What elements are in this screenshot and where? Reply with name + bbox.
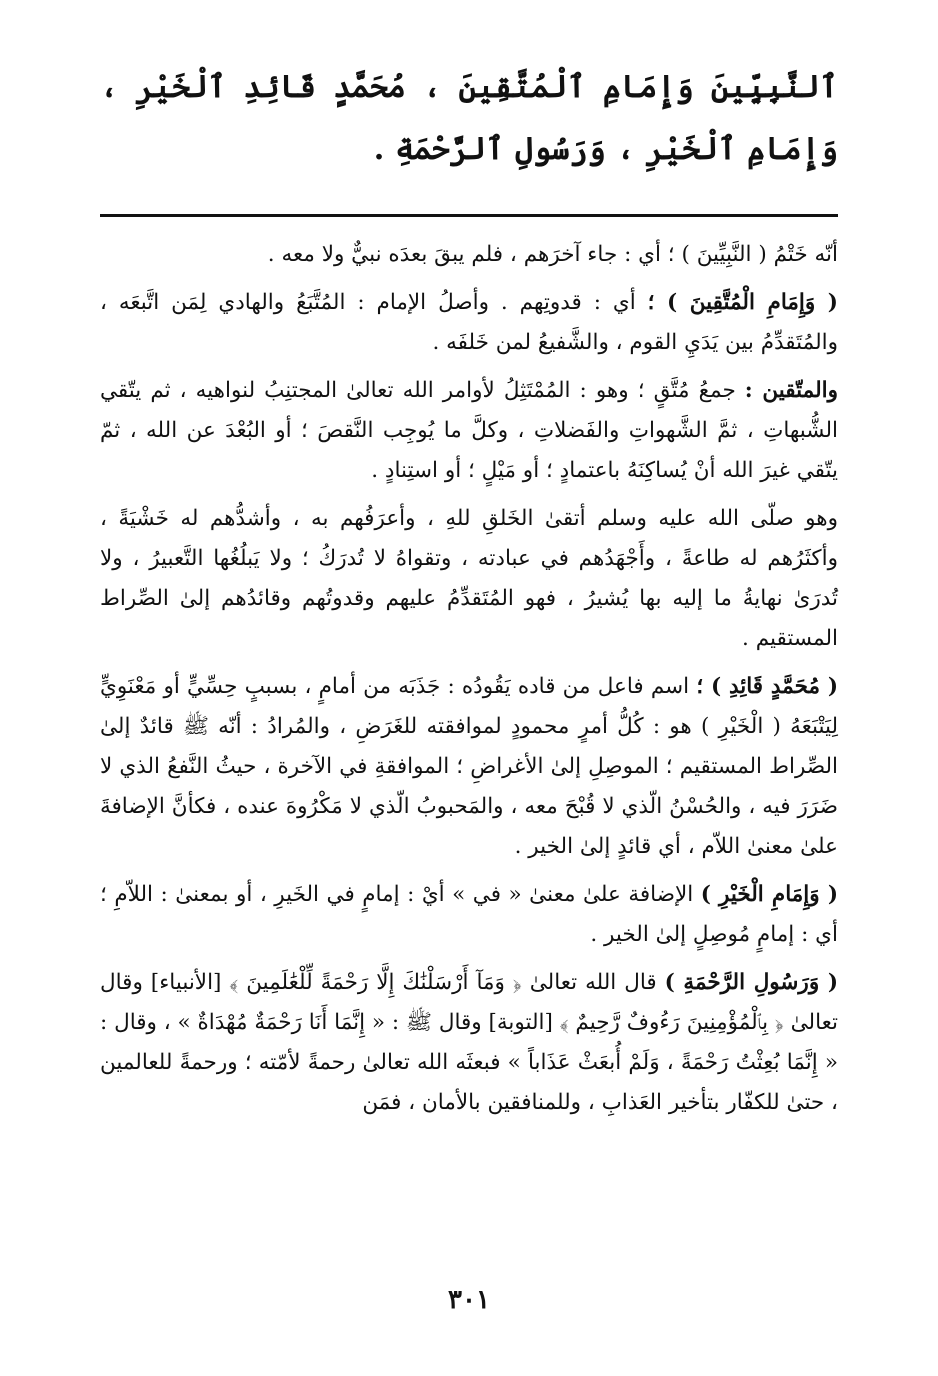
paragraph [100,371,838,491]
paragraph-body: وهو صلّى الله عليه وسلم أتقىٰ الخَلقِ للهِ ، وأعرَفُهم به ، وأشدُّهم له خَشْيَةً ، وأكثَرُهم له طاعةً ، وأَجْهَدُهم في عبادته ، وتقواهُ لا تُدرَكُ ؛ ولا يَبلُغُها التَّعبيرُ ، ولا تُدرَىٰ نهايةُ ما إليه بها يُشيرُ ، فهو المُتَقدِّمُ عليهم وقدوتُهم وقائدُهم إلىٰ الصِّراط المستقيم . [100,506,838,651]
paragraph-body: جمعُ مُتَّقٍ ؛ وهو : المُمْتَثِلُ لأوامر الله تعالىٰ المجتنِبُ لنواهيه ، ثم يتّقي الشُّبهاتِ ، ثمَّ الشَّهواتِ والفَضلاتِ ، وكلَّ ما يُوجِب النَّقصَ ؛ أو البُعْدَ عن الله ، ثمّ يتّقي غيرَ الله أنْ يُساكِنَهُ باعتمادٍ ؛ أو مَيْلٍ ؛ أو استِنادٍ . [100,378,838,483]
paragraph-head: والمتّقين : [744,378,838,403]
paragraph-head: ( مُحَمَّدٍ قَائِدِ ) ؛ [696,674,838,699]
document-page [100,56,838,1336]
paragraph [100,963,838,1123]
paragraph [100,499,838,659]
paragraph [100,875,838,955]
paragraph [100,667,838,867]
paragraph-body: اسم فاعل من قاده يَقُودُه : جَذَبَه من أمامٍ ، بسببٍ حِسِّيٍّ أو مَعْنَوِيٍّ لِيَتْبَعَهُ ( الْخَيْرِ ) هو : كُلُّ أمرٍ محمودٍ لموافقته للغَرَضِ ، والمُرادُ : أنّه ﷺ قائدٌ إلىٰ الصِّراط المستقيم ؛ الموصِلِ إلىٰ الأغراضِ ؛ الموافقةِ في الآخرة ، حيثُ النَّفعُ الذي لا ضَرَرَ فيه ، والحُسْنُ الّذي لا قُبْحَ معه ، والمَحبوبُ الّذي لا مَكْرُوهَ عنده ، فكأنَّ الإضافةَ علىٰ معنىٰ اللاّم ، أي قائدٍ إلىٰ الخير . [100,674,838,859]
paragraph-head: ( وَرَسُولِ الرَّحْمَةِ ) [664,970,838,995]
main-text: ٱلنَّبِيِّينَ وَإِمَامِ ٱلْمُتَّقِينَ ، مُحَمَّدٍ قَائِدِ ٱلْخَيْرِ ، وَإِمَامِ ٱلْخَيْرِ ، وَرَسُولِ ٱلرَّحْمَةِ . [100,69,838,167]
commentary [100,235,838,1123]
paragraph-body: أنّه خَتْمُ ( النَّبِيِّينَ ) ؛ أي : جاء آخرَهم ، فلم يبقَ بعدَه نبيٌّ ولا معه . [267,242,838,267]
paragraph-body: قال الله تعالىٰ ﴿ وَمَآ أَرْسَلْنَٰكَ إِلَّا رَحْمَةً لِّلْعَٰلَمِينَ ﴾ [الأنبياء] وقال تعالىٰ ﴿ بِٱلْمُؤْمِنِينَ رَءُوفٌ رَّحِيمٌ ﴾ [التوبة] وقال ﷺ : « إِنَّمَا أَنَا رَحْمَةٌ مُهْدَاةٌ » ، وقال : « إِنَّمَا بُعِثْتُ رَحْمَةً ، وَلَمْ أُبعَثْ عَذَاباً » فبعثَه الله تعالىٰ رحمةً لأمّته ؛ ورحمةً للعالمين ، حتىٰ للكفّار بتأخير العَذابِ ، وللمنافقين بالأمان ، فمَن [100,970,838,1115]
divider [100,214,838,217]
paragraph-head: ( وَإِمَامِ الْمُتَّقِينَ ) ؛ [647,290,838,315]
paragraph [100,235,838,275]
page-number: ٣٠١ [448,1285,490,1315]
paragraph-head: ( وَإِمَامِ الْخَيْرِ ) [700,882,838,907]
paragraph [100,283,838,363]
paragraph-body: أي : قدوتِهم . وأصلُ الإمام : المُتَّبَعُ والهادي لِمَن اتَّبعَه ، والمُتَقدِّمُ بين يَدَيِ القوم ، والشَّفيعُ لمن خَلفَه . [100,290,838,355]
paragraph-body: الإضافة علىٰ معنىٰ « في » أيْ : إمامٍ في الخَيرِ ، أو بمعنىٰ : اللاّمِ ؛ أي : إمامٍ مُوصِلٍ إلىٰ الخير . [100,882,838,947]
